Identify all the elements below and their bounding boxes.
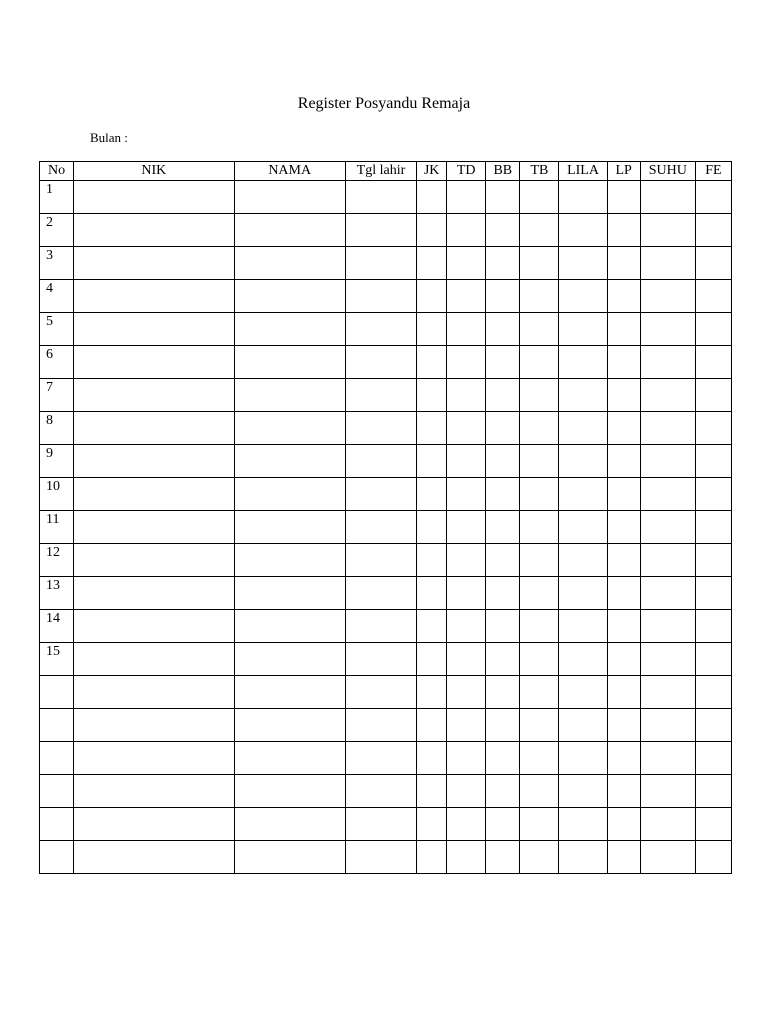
entry-cell[interactable] bbox=[417, 511, 447, 544]
entry-cell[interactable] bbox=[640, 577, 695, 610]
entry-cell[interactable] bbox=[417, 214, 447, 247]
entry-cell[interactable] bbox=[345, 412, 416, 445]
entry-cell[interactable] bbox=[74, 577, 234, 610]
entry-cell[interactable] bbox=[74, 412, 234, 445]
entry-cell[interactable] bbox=[486, 544, 520, 577]
entry-cell[interactable] bbox=[559, 610, 607, 643]
entry-cell[interactable] bbox=[345, 181, 416, 214]
entry-cell[interactable] bbox=[520, 412, 559, 445]
entry-cell[interactable] bbox=[520, 709, 559, 742]
column-header-nama: NAMA bbox=[234, 162, 345, 181]
table-row bbox=[40, 247, 732, 280]
entry-cell[interactable] bbox=[417, 775, 447, 808]
entry-cell[interactable] bbox=[486, 808, 520, 841]
entry-cell[interactable] bbox=[447, 313, 486, 346]
register-body bbox=[40, 181, 732, 874]
table-row bbox=[40, 709, 732, 742]
entry-cell[interactable] bbox=[447, 478, 486, 511]
entry-cell[interactable] bbox=[607, 643, 640, 676]
entry-cell[interactable] bbox=[640, 313, 695, 346]
entry-cell[interactable] bbox=[345, 577, 416, 610]
entry-cell[interactable] bbox=[447, 841, 486, 874]
row-number-cell: 8 bbox=[40, 412, 74, 445]
entry-cell[interactable] bbox=[607, 247, 640, 280]
entry-cell[interactable] bbox=[520, 445, 559, 478]
entry-cell[interactable] bbox=[417, 445, 447, 478]
entry-cell[interactable] bbox=[520, 775, 559, 808]
entry-cell[interactable] bbox=[345, 742, 416, 775]
entry-cell[interactable] bbox=[486, 313, 520, 346]
entry-cell[interactable] bbox=[417, 412, 447, 445]
entry-cell[interactable] bbox=[417, 346, 447, 379]
entry-cell[interactable] bbox=[345, 379, 416, 412]
entry-cell[interactable] bbox=[520, 280, 559, 313]
entry-cell[interactable] bbox=[520, 577, 559, 610]
entry-cell[interactable] bbox=[695, 610, 731, 643]
entry-cell[interactable] bbox=[520, 478, 559, 511]
entry-cell[interactable] bbox=[695, 775, 731, 808]
entry-cell[interactable] bbox=[640, 610, 695, 643]
table-row bbox=[40, 181, 732, 214]
entry-cell[interactable] bbox=[345, 775, 416, 808]
entry-cell[interactable] bbox=[345, 676, 416, 709]
entry-cell[interactable] bbox=[417, 313, 447, 346]
entry-cell[interactable] bbox=[447, 709, 486, 742]
column-header-fe: FE bbox=[695, 162, 731, 181]
entry-cell[interactable] bbox=[520, 511, 559, 544]
entry-cell[interactable] bbox=[640, 775, 695, 808]
entry-cell[interactable] bbox=[447, 511, 486, 544]
entry-cell[interactable] bbox=[486, 676, 520, 709]
entry-cell[interactable] bbox=[234, 841, 345, 874]
entry-cell[interactable] bbox=[640, 478, 695, 511]
entry-cell[interactable] bbox=[345, 841, 416, 874]
entry-cell[interactable] bbox=[520, 808, 559, 841]
entry-cell[interactable] bbox=[640, 544, 695, 577]
entry-cell[interactable] bbox=[74, 247, 234, 280]
entry-cell[interactable] bbox=[417, 643, 447, 676]
entry-cell[interactable] bbox=[607, 346, 640, 379]
row-number-cell bbox=[40, 742, 74, 775]
table-row bbox=[40, 643, 732, 676]
entry-cell[interactable] bbox=[417, 247, 447, 280]
entry-cell[interactable] bbox=[607, 775, 640, 808]
entry-cell[interactable] bbox=[74, 478, 234, 511]
entry-cell[interactable] bbox=[640, 280, 695, 313]
table-row bbox=[40, 742, 732, 775]
entry-cell[interactable] bbox=[74, 775, 234, 808]
entry-cell[interactable] bbox=[486, 280, 520, 313]
entry-cell[interactable] bbox=[447, 643, 486, 676]
entry-cell[interactable] bbox=[607, 313, 640, 346]
entry-cell[interactable] bbox=[520, 181, 559, 214]
row-number-cell: 10 bbox=[40, 478, 74, 511]
table-row bbox=[40, 379, 732, 412]
entry-cell[interactable] bbox=[640, 214, 695, 247]
entry-cell[interactable] bbox=[520, 742, 559, 775]
entry-cell[interactable] bbox=[447, 808, 486, 841]
entry-cell[interactable] bbox=[607, 544, 640, 577]
table-row bbox=[40, 676, 732, 709]
row-number-cell: 7 bbox=[40, 379, 74, 412]
header-row bbox=[40, 162, 732, 181]
table-row bbox=[40, 478, 732, 511]
entry-cell[interactable] bbox=[447, 610, 486, 643]
entry-cell[interactable] bbox=[447, 676, 486, 709]
entry-cell[interactable] bbox=[345, 808, 416, 841]
entry-cell[interactable] bbox=[695, 841, 731, 874]
entry-cell[interactable] bbox=[74, 280, 234, 313]
entry-cell[interactable] bbox=[695, 544, 731, 577]
table-row bbox=[40, 346, 732, 379]
entry-cell[interactable] bbox=[74, 379, 234, 412]
entry-cell[interactable] bbox=[486, 643, 520, 676]
entry-cell[interactable] bbox=[640, 841, 695, 874]
entry-cell[interactable] bbox=[417, 676, 447, 709]
entry-cell[interactable] bbox=[234, 610, 345, 643]
entry-cell[interactable] bbox=[520, 676, 559, 709]
entry-cell[interactable] bbox=[486, 841, 520, 874]
entry-cell[interactable] bbox=[559, 346, 607, 379]
entry-cell[interactable] bbox=[559, 544, 607, 577]
entry-cell[interactable] bbox=[640, 643, 695, 676]
entry-cell[interactable] bbox=[607, 841, 640, 874]
entry-cell[interactable] bbox=[559, 445, 607, 478]
entry-cell[interactable] bbox=[486, 478, 520, 511]
row-number-cell: 4 bbox=[40, 280, 74, 313]
entry-cell[interactable] bbox=[417, 808, 447, 841]
entry-cell[interactable] bbox=[559, 214, 607, 247]
entry-cell[interactable] bbox=[345, 214, 416, 247]
entry-cell[interactable] bbox=[234, 676, 345, 709]
column-header-bb: BB bbox=[486, 162, 520, 181]
entry-cell[interactable] bbox=[520, 214, 559, 247]
column-header-no: No bbox=[40, 162, 74, 181]
entry-cell[interactable] bbox=[74, 313, 234, 346]
row-number-cell bbox=[40, 676, 74, 709]
row-number-cell: 12 bbox=[40, 544, 74, 577]
table-row bbox=[40, 841, 732, 874]
entry-cell[interactable] bbox=[640, 709, 695, 742]
row-number-cell: 1 bbox=[40, 181, 74, 214]
entry-cell[interactable] bbox=[559, 676, 607, 709]
table-row bbox=[40, 412, 732, 445]
column-header-nik: NIK bbox=[74, 162, 234, 181]
entry-cell[interactable] bbox=[345, 709, 416, 742]
entry-cell[interactable] bbox=[559, 841, 607, 874]
entry-cell[interactable] bbox=[234, 379, 345, 412]
row-number-cell: 15 bbox=[40, 643, 74, 676]
entry-cell[interactable] bbox=[234, 643, 345, 676]
row-number-cell bbox=[40, 808, 74, 841]
entry-cell[interactable] bbox=[74, 346, 234, 379]
entry-cell[interactable] bbox=[417, 577, 447, 610]
entry-cell[interactable] bbox=[447, 577, 486, 610]
entry-cell[interactable] bbox=[486, 709, 520, 742]
column-header-lp: LP bbox=[607, 162, 640, 181]
entry-cell[interactable] bbox=[520, 313, 559, 346]
entry-cell[interactable] bbox=[559, 577, 607, 610]
entry-cell[interactable] bbox=[695, 214, 731, 247]
entry-cell[interactable] bbox=[640, 412, 695, 445]
entry-cell[interactable] bbox=[234, 511, 345, 544]
entry-cell[interactable] bbox=[607, 412, 640, 445]
entry-cell[interactable] bbox=[74, 742, 234, 775]
entry-cell[interactable] bbox=[74, 511, 234, 544]
entry-cell[interactable] bbox=[640, 445, 695, 478]
entry-cell[interactable] bbox=[417, 610, 447, 643]
table-row bbox=[40, 577, 732, 610]
entry-cell[interactable] bbox=[447, 775, 486, 808]
entry-cell[interactable] bbox=[345, 313, 416, 346]
entry-cell[interactable] bbox=[74, 445, 234, 478]
column-header-lila: LILA bbox=[559, 162, 607, 181]
entry-cell[interactable] bbox=[486, 412, 520, 445]
entry-cell[interactable] bbox=[74, 181, 234, 214]
row-number-cell: 9 bbox=[40, 445, 74, 478]
table-row bbox=[40, 280, 732, 313]
entry-cell[interactable] bbox=[234, 412, 345, 445]
entry-cell[interactable] bbox=[520, 379, 559, 412]
entry-cell[interactable] bbox=[695, 379, 731, 412]
entry-cell[interactable] bbox=[234, 709, 345, 742]
row-number-cell: 11 bbox=[40, 511, 74, 544]
entry-cell[interactable] bbox=[607, 280, 640, 313]
table-row bbox=[40, 445, 732, 478]
entry-cell[interactable] bbox=[559, 412, 607, 445]
entry-cell[interactable] bbox=[345, 346, 416, 379]
table-row bbox=[40, 313, 732, 346]
entry-cell[interactable] bbox=[447, 346, 486, 379]
entry-cell[interactable] bbox=[234, 742, 345, 775]
table-row bbox=[40, 610, 732, 643]
entry-cell[interactable] bbox=[559, 379, 607, 412]
entry-cell[interactable] bbox=[447, 742, 486, 775]
entry-cell[interactable] bbox=[607, 610, 640, 643]
row-number-cell: 3 bbox=[40, 247, 74, 280]
entry-cell[interactable] bbox=[345, 247, 416, 280]
entry-cell[interactable] bbox=[447, 181, 486, 214]
entry-cell[interactable] bbox=[486, 445, 520, 478]
entry-cell[interactable] bbox=[234, 478, 345, 511]
entry-cell[interactable] bbox=[607, 445, 640, 478]
entry-cell[interactable] bbox=[234, 313, 345, 346]
entry-cell[interactable] bbox=[640, 676, 695, 709]
entry-cell[interactable] bbox=[447, 280, 486, 313]
entry-cell[interactable] bbox=[486, 775, 520, 808]
row-number-cell: 6 bbox=[40, 346, 74, 379]
entry-cell[interactable] bbox=[234, 280, 345, 313]
entry-cell[interactable] bbox=[345, 610, 416, 643]
entry-cell[interactable] bbox=[640, 511, 695, 544]
entry-cell[interactable] bbox=[345, 643, 416, 676]
entry-cell[interactable] bbox=[695, 313, 731, 346]
row-number-cell bbox=[40, 775, 74, 808]
entry-cell[interactable] bbox=[559, 709, 607, 742]
entry-cell[interactable] bbox=[234, 346, 345, 379]
entry-cell[interactable] bbox=[559, 280, 607, 313]
entry-cell[interactable] bbox=[234, 544, 345, 577]
table-row bbox=[40, 775, 732, 808]
table-row bbox=[40, 214, 732, 247]
entry-cell[interactable] bbox=[607, 709, 640, 742]
table-row bbox=[40, 511, 732, 544]
entry-cell[interactable] bbox=[559, 643, 607, 676]
entry-cell[interactable] bbox=[345, 511, 416, 544]
entry-cell[interactable] bbox=[520, 643, 559, 676]
row-number-cell: 14 bbox=[40, 610, 74, 643]
row-number-cell bbox=[40, 841, 74, 874]
entry-cell[interactable] bbox=[695, 709, 731, 742]
entry-cell[interactable] bbox=[607, 478, 640, 511]
entry-cell[interactable] bbox=[640, 247, 695, 280]
entry-cell[interactable] bbox=[695, 676, 731, 709]
entry-cell[interactable] bbox=[74, 808, 234, 841]
entry-cell[interactable] bbox=[447, 214, 486, 247]
table-row bbox=[40, 544, 732, 577]
entry-cell[interactable] bbox=[640, 742, 695, 775]
entry-cell[interactable] bbox=[559, 775, 607, 808]
entry-cell[interactable] bbox=[559, 808, 607, 841]
entry-cell[interactable] bbox=[695, 742, 731, 775]
entry-cell[interactable] bbox=[640, 346, 695, 379]
entry-cell[interactable] bbox=[234, 775, 345, 808]
entry-cell[interactable] bbox=[417, 379, 447, 412]
table-row bbox=[40, 808, 732, 841]
column-header-suhu: SUHU bbox=[640, 162, 695, 181]
entry-cell[interactable] bbox=[486, 577, 520, 610]
entry-cell[interactable] bbox=[559, 742, 607, 775]
entry-cell[interactable] bbox=[695, 280, 731, 313]
entry-cell[interactable] bbox=[559, 181, 607, 214]
entry-cell[interactable] bbox=[417, 709, 447, 742]
entry-cell[interactable] bbox=[607, 676, 640, 709]
entry-cell[interactable] bbox=[345, 544, 416, 577]
entry-cell[interactable] bbox=[695, 181, 731, 214]
entry-cell[interactable] bbox=[607, 214, 640, 247]
entry-cell[interactable] bbox=[520, 247, 559, 280]
entry-cell[interactable] bbox=[486, 511, 520, 544]
entry-cell[interactable] bbox=[520, 346, 559, 379]
entry-cell[interactable] bbox=[417, 742, 447, 775]
row-number-cell bbox=[40, 709, 74, 742]
entry-cell[interactable] bbox=[695, 808, 731, 841]
entry-cell[interactable] bbox=[234, 808, 345, 841]
document-title: Register Posyandu Remaja bbox=[297, 95, 471, 112]
entry-cell[interactable] bbox=[559, 511, 607, 544]
entry-cell[interactable] bbox=[345, 445, 416, 478]
entry-cell[interactable] bbox=[640, 808, 695, 841]
entry-cell[interactable] bbox=[345, 478, 416, 511]
entry-cell[interactable] bbox=[520, 841, 559, 874]
entry-cell[interactable] bbox=[234, 445, 345, 478]
row-number-cell: 5 bbox=[40, 313, 74, 346]
row-number-cell: 13 bbox=[40, 577, 74, 610]
entry-cell[interactable] bbox=[447, 379, 486, 412]
entry-cell[interactable] bbox=[417, 544, 447, 577]
entry-cell[interactable] bbox=[486, 346, 520, 379]
entry-cell[interactable] bbox=[640, 181, 695, 214]
entry-cell[interactable] bbox=[447, 445, 486, 478]
entry-cell[interactable] bbox=[74, 643, 234, 676]
entry-cell[interactable] bbox=[520, 544, 559, 577]
column-header-tb: TB bbox=[520, 162, 559, 181]
entry-cell[interactable] bbox=[447, 412, 486, 445]
entry-cell[interactable] bbox=[695, 412, 731, 445]
entry-cell[interactable] bbox=[417, 478, 447, 511]
entry-cell[interactable] bbox=[607, 181, 640, 214]
entry-cell[interactable] bbox=[234, 214, 345, 247]
entry-cell[interactable] bbox=[447, 544, 486, 577]
entry-cell[interactable] bbox=[74, 676, 234, 709]
entry-cell[interactable] bbox=[486, 247, 520, 280]
entry-cell[interactable] bbox=[486, 742, 520, 775]
entry-cell[interactable] bbox=[695, 577, 731, 610]
entry-cell[interactable] bbox=[486, 214, 520, 247]
column-header-td: TD bbox=[447, 162, 486, 181]
entry-cell[interactable] bbox=[486, 610, 520, 643]
entry-cell[interactable] bbox=[695, 346, 731, 379]
entry-cell[interactable] bbox=[559, 313, 607, 346]
entry-cell[interactable] bbox=[607, 808, 640, 841]
entry-cell[interactable] bbox=[234, 247, 345, 280]
entry-cell[interactable] bbox=[607, 577, 640, 610]
entry-cell[interactable] bbox=[607, 379, 640, 412]
entry-cell[interactable] bbox=[74, 214, 234, 247]
entry-cell[interactable] bbox=[607, 511, 640, 544]
entry-cell[interactable] bbox=[74, 610, 234, 643]
entry-cell[interactable] bbox=[695, 643, 731, 676]
entry-cell[interactable] bbox=[417, 841, 447, 874]
entry-cell[interactable] bbox=[559, 247, 607, 280]
entry-cell[interactable] bbox=[417, 280, 447, 313]
row-number-cell: 2 bbox=[40, 214, 74, 247]
entry-cell[interactable] bbox=[607, 742, 640, 775]
entry-cell[interactable] bbox=[447, 247, 486, 280]
entry-cell[interactable] bbox=[345, 280, 416, 313]
column-header-tgl-lahir: Tgl lahir bbox=[345, 162, 416, 181]
entry-cell[interactable] bbox=[640, 379, 695, 412]
entry-cell[interactable] bbox=[695, 478, 731, 511]
entry-cell[interactable] bbox=[559, 478, 607, 511]
entry-cell[interactable] bbox=[74, 709, 234, 742]
entry-cell[interactable] bbox=[486, 379, 520, 412]
entry-cell[interactable] bbox=[234, 181, 345, 214]
entry-cell[interactable] bbox=[74, 544, 234, 577]
entry-cell[interactable] bbox=[695, 511, 731, 544]
entry-cell[interactable] bbox=[520, 610, 559, 643]
entry-cell[interactable] bbox=[234, 577, 345, 610]
entry-cell[interactable] bbox=[695, 445, 731, 478]
column-header-jk: JK bbox=[417, 162, 447, 181]
entry-cell[interactable] bbox=[74, 841, 234, 874]
register-table bbox=[39, 161, 732, 874]
month-label: Bulan : bbox=[90, 130, 128, 145]
entry-cell[interactable] bbox=[486, 181, 520, 214]
entry-cell[interactable] bbox=[695, 247, 731, 280]
entry-cell[interactable] bbox=[417, 181, 447, 214]
